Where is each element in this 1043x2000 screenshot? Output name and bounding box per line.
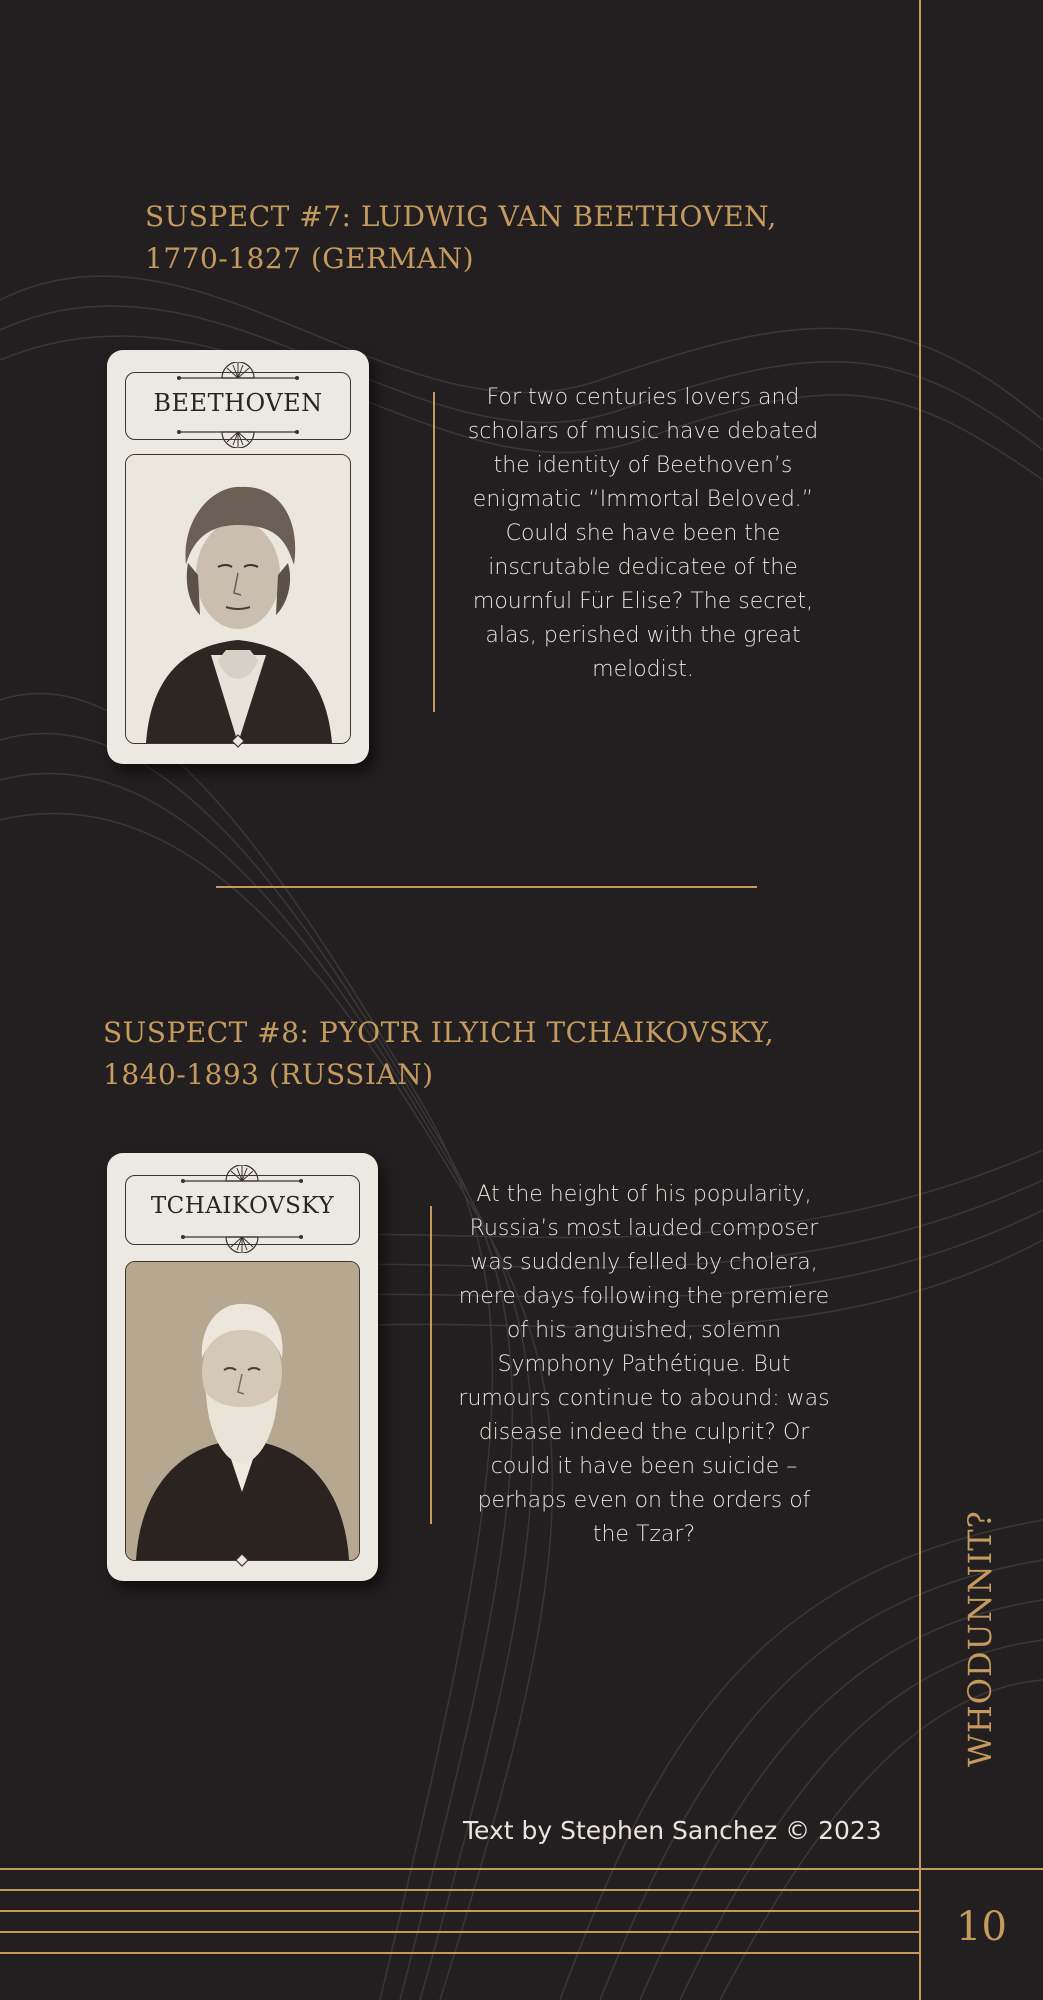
footer-rule-3: [0, 1910, 921, 1912]
suspect-8-heading-line1: SUSPECT #8: PYOTR ILYICH TCHAIKOVSKY,: [103, 1016, 775, 1049]
page-number-rule: [921, 1868, 1043, 1870]
right-vertical-rule: [919, 0, 921, 2000]
tchaikovsky-portrait: [125, 1261, 360, 1561]
card-bottom-ornament-icon: [181, 1231, 303, 1253]
beethoven-portrait: [125, 454, 351, 744]
tchaikovsky-portrait-image: [126, 1262, 359, 1560]
card-diamond-icon: [235, 1553, 249, 1567]
footer-rule-2: [0, 1889, 921, 1891]
suspect-7-heading: [145, 196, 777, 280]
suspect-8-heading-line2: 1840-1893 (RUSSIAN): [103, 1058, 434, 1091]
beethoven-card: [107, 350, 369, 764]
credit-line: Text by Stephen Sanchez © 2023: [463, 1816, 882, 1845]
beethoven-portrait-image: [126, 455, 350, 743]
footer-rule-5: [0, 1952, 921, 1954]
card-name: BEETHOVEN: [153, 389, 323, 417]
page-number: 10: [956, 1904, 1007, 1950]
card-diamond-icon: [231, 734, 245, 748]
suspect-7-heading-line1: SUSPECT #7: LUDWIG VAN BEETHOVEN,: [145, 200, 777, 233]
tchaikovsky-card: [107, 1153, 378, 1581]
suspect-7-description: For two centuries lovers and scholars of music have debated the identity of Beethoven’s enigmatic “Immortal Beloved.” Could she have been the inscrutable dedicatee of the mournful Für Elise? The secret, alas, perished with the great melodist.: [467, 385, 819, 682]
section-separator: [216, 886, 757, 888]
footer-rule-1: [0, 1868, 921, 1870]
suspect-7-heading-line2: 1770-1827 (GERMAN): [145, 242, 475, 275]
side-title: WHODUNNIT?: [961, 1510, 999, 1767]
suspect-8-description: At the height of his popularity, Russia’s most lauded composer was suddenly felled by cholera, mere days following the premiere of his anguished, solemn Symphony Pathétique. But rumours continue to abound: was disease indeed the culprit? Or could it have been suicide – perhaps even on the orders of the Tzar?: [458, 1182, 830, 1547]
card-name: TCHAIKOVSKY: [150, 1193, 335, 1219]
suspect-8-text-bar: [430, 1206, 432, 1524]
footer-rule-4: [0, 1931, 921, 1933]
suspect-8-heading: [103, 1012, 774, 1096]
suspect-7-text-bar: [433, 392, 435, 712]
card-bottom-ornament-icon: [177, 426, 299, 448]
